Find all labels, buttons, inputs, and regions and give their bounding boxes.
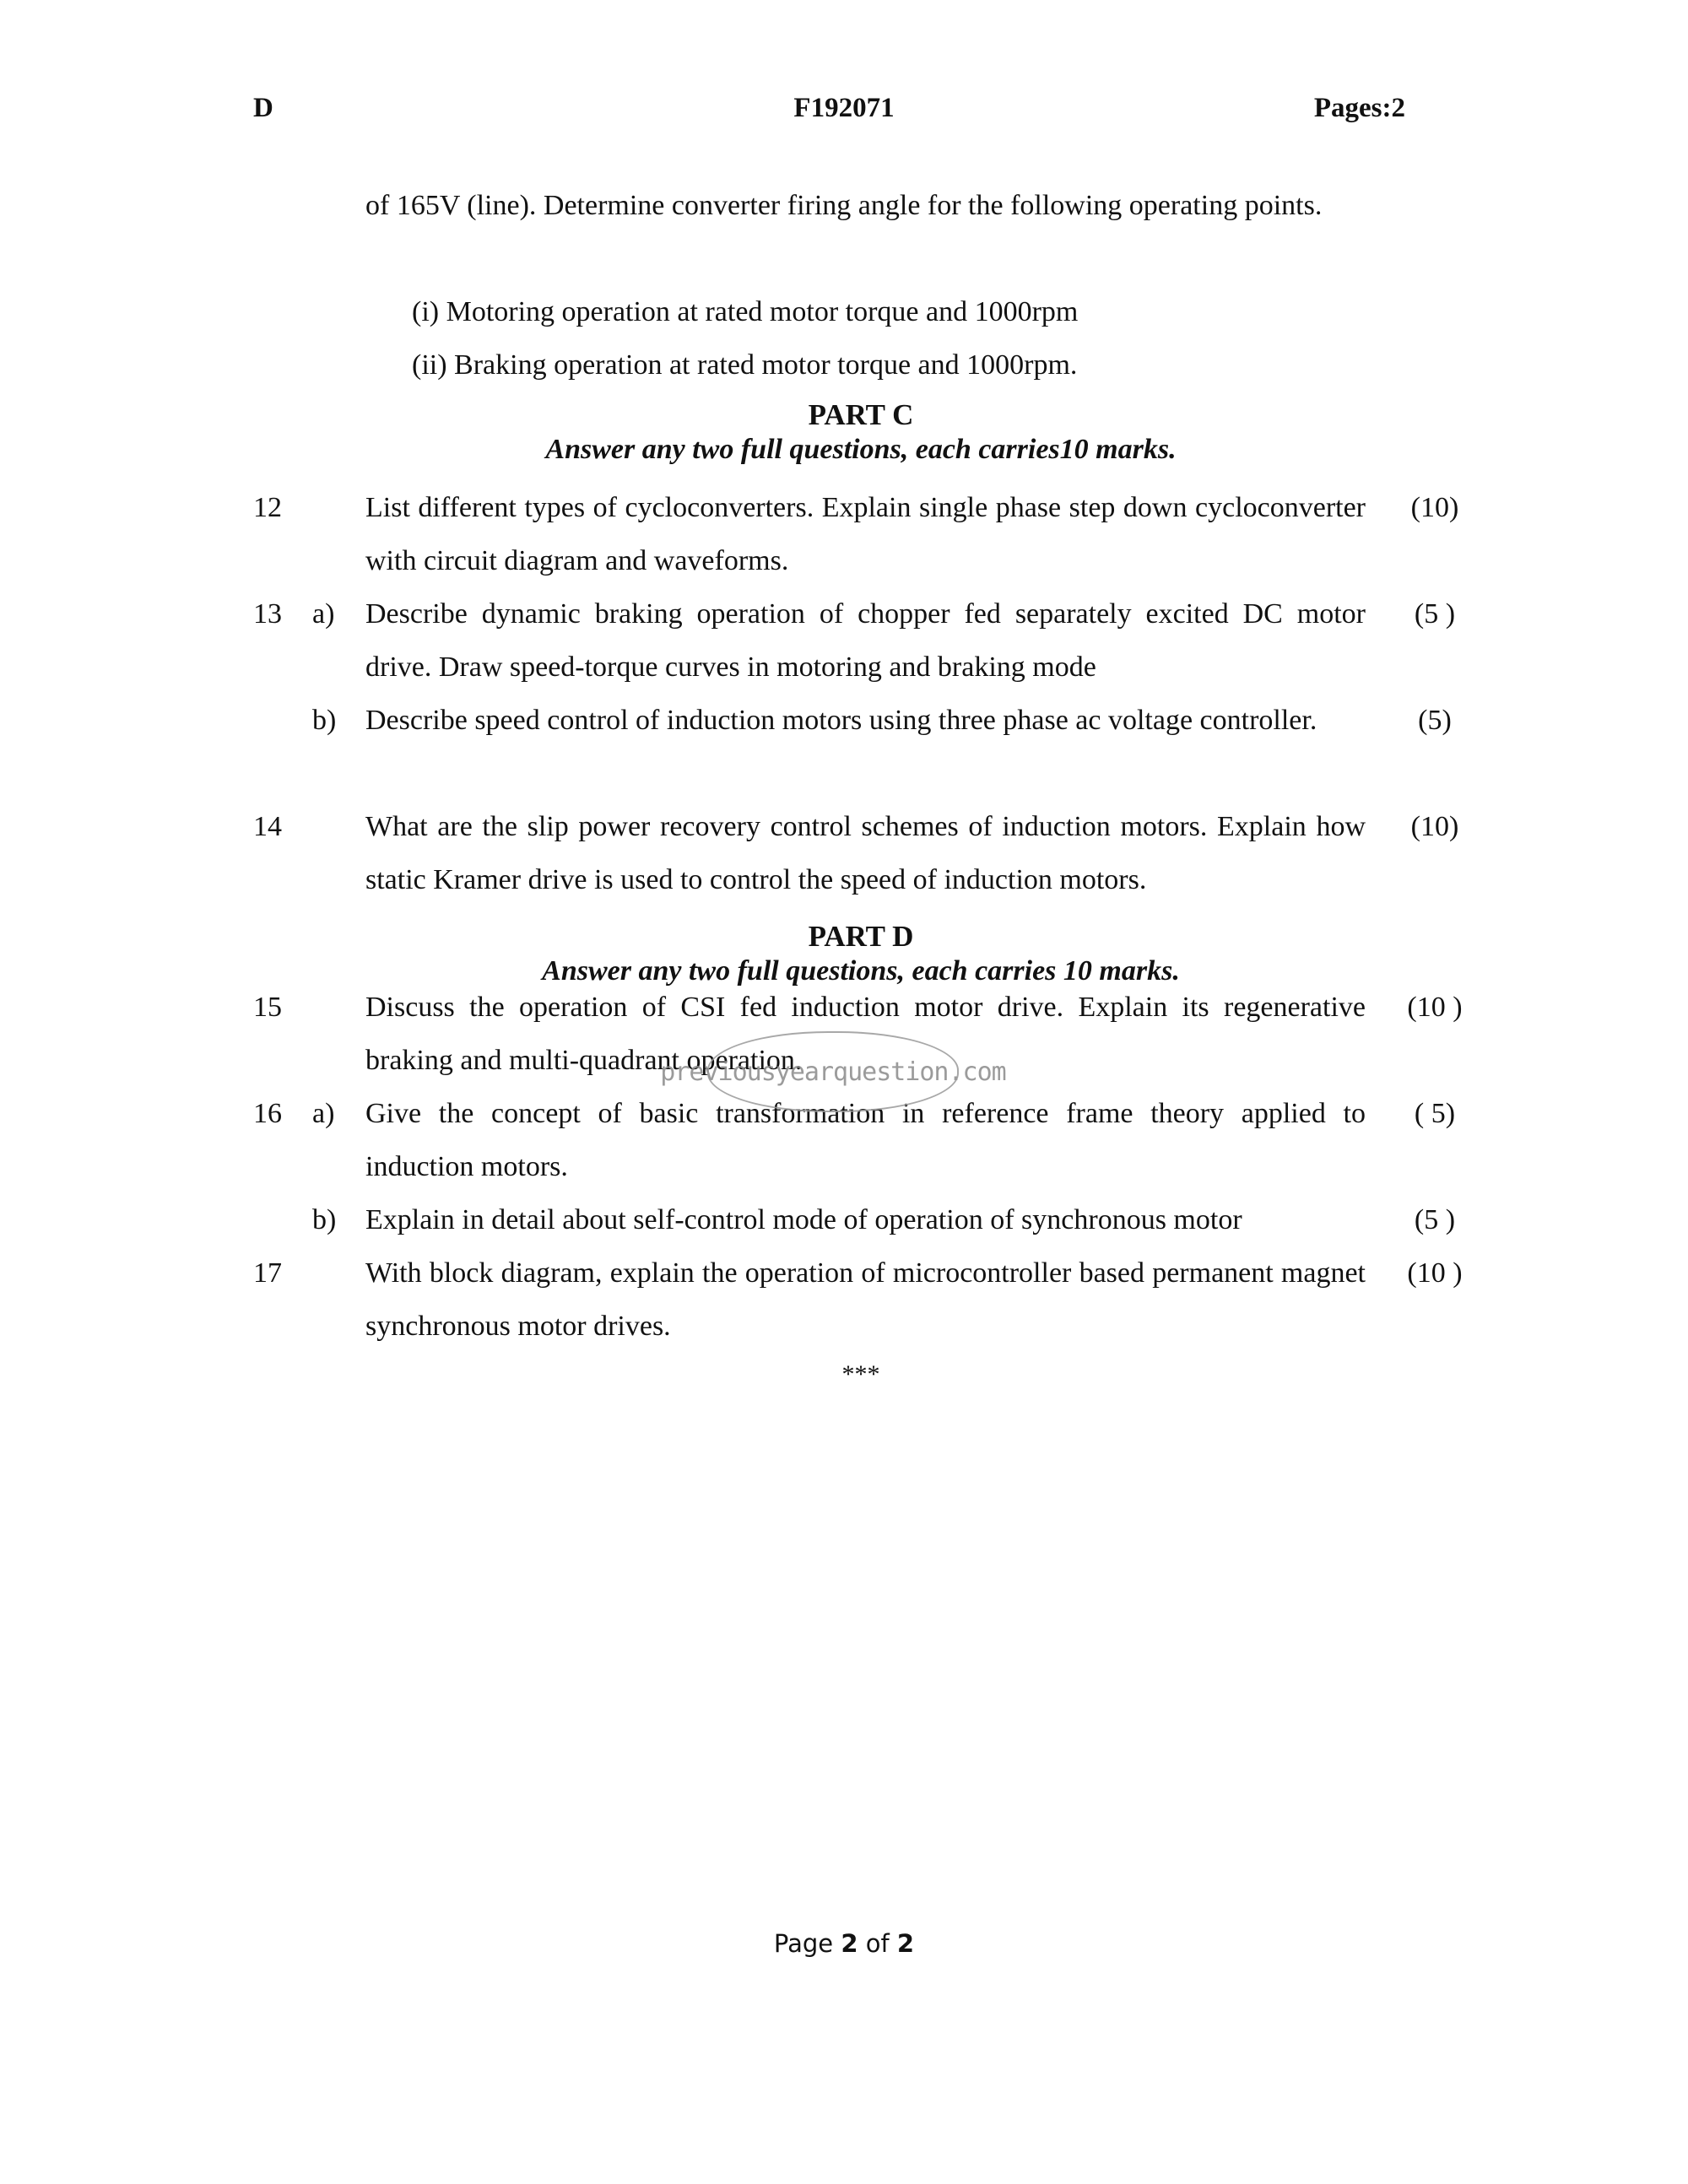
question-marks: (5 ) — [1414, 598, 1456, 630]
question-marks: (5 ) — [1414, 1204, 1456, 1235]
question-text: Discuss the operation of CSI fed induction motor drive. Explain its regenerative braking and multi-quadrant operation. — [365, 992, 1366, 1076]
end-marker: *** — [841, 1360, 880, 1388]
footer-total-pages: 2 — [896, 1929, 915, 1958]
question-number: 12 — [253, 492, 282, 523]
question-marks: (10 ) — [1407, 1257, 1463, 1289]
question-text: List different types of cycloconverters. Explain single phase step down cycloconverter with circuit diagram and waveforms. — [365, 492, 1366, 576]
question-marks: (10) — [1410, 811, 1459, 842]
subquestion-label: b) — [312, 1204, 337, 1235]
continuation-text: of 165V (line). Determine converter firing angle for the following operating points. — [365, 190, 1323, 221]
question-text: With block diagram, explain the operation of microcontroller based permanent magnet synchronous motor drives. — [365, 1257, 1366, 1342]
page-count: Pages:2 — [1313, 93, 1405, 123]
footer-prefix: Page — [773, 1929, 841, 1958]
question-marks: (10) — [1410, 492, 1459, 523]
continuation-item-i: (i) Motoring operation at rated motor torque and 1000rpm — [412, 296, 1079, 327]
question-marks: (5) — [1418, 705, 1452, 736]
part-c-instruction: Answer any two full questions, each carries10 marks. — [545, 434, 1177, 465]
question-marks: (10 ) — [1407, 992, 1463, 1023]
question-number: 15 — [253, 992, 282, 1023]
subquestion-label: a) — [312, 1098, 335, 1129]
part-c-title: PART C — [808, 398, 914, 431]
set-label: D — [253, 93, 273, 123]
question-text: Explain in detail about self-control mode of operation of synchronous motor — [365, 1204, 1242, 1235]
question-number: 16 — [253, 1098, 282, 1129]
question-text: Describe dynamic braking operation of chopper fed separately excited DC motor drive. Draw speed-torque curves in motoring and braking mode — [365, 598, 1366, 683]
footer-middle: of — [858, 1929, 897, 1958]
watermark-stamp: previousyearquestion.com — [707, 1031, 959, 1112]
subquestion-label: a) — [312, 598, 335, 630]
question-text: What are the slip power recovery control schemes of induction motors. Explain how static Kramer drive is used to control the speed of induction motors. — [365, 811, 1366, 895]
part-d-instruction: Answer any two full questions, each carries 10 marks. — [542, 955, 1180, 987]
question-number: 17 — [253, 1257, 282, 1289]
footer-current-page: 2 — [841, 1929, 858, 1958]
question-marks: ( 5) — [1414, 1098, 1456, 1129]
subquestion-label: b) — [312, 705, 337, 736]
paper-code: F192071 — [793, 93, 895, 123]
question-number: 14 — [253, 811, 282, 842]
question-text: Describe speed control of induction motors using three phase ac voltage controller. — [365, 705, 1317, 736]
part-d-title: PART D — [808, 920, 914, 953]
question-text: Give the concept of basic transformation in reference frame theory applied to induction motors. — [365, 1098, 1366, 1182]
continuation-item-ii: (ii) Braking operation at rated motor torque and 1000rpm. — [412, 349, 1078, 381]
page-footer — [0, 1929, 1688, 1958]
question-number: 13 — [253, 598, 282, 630]
